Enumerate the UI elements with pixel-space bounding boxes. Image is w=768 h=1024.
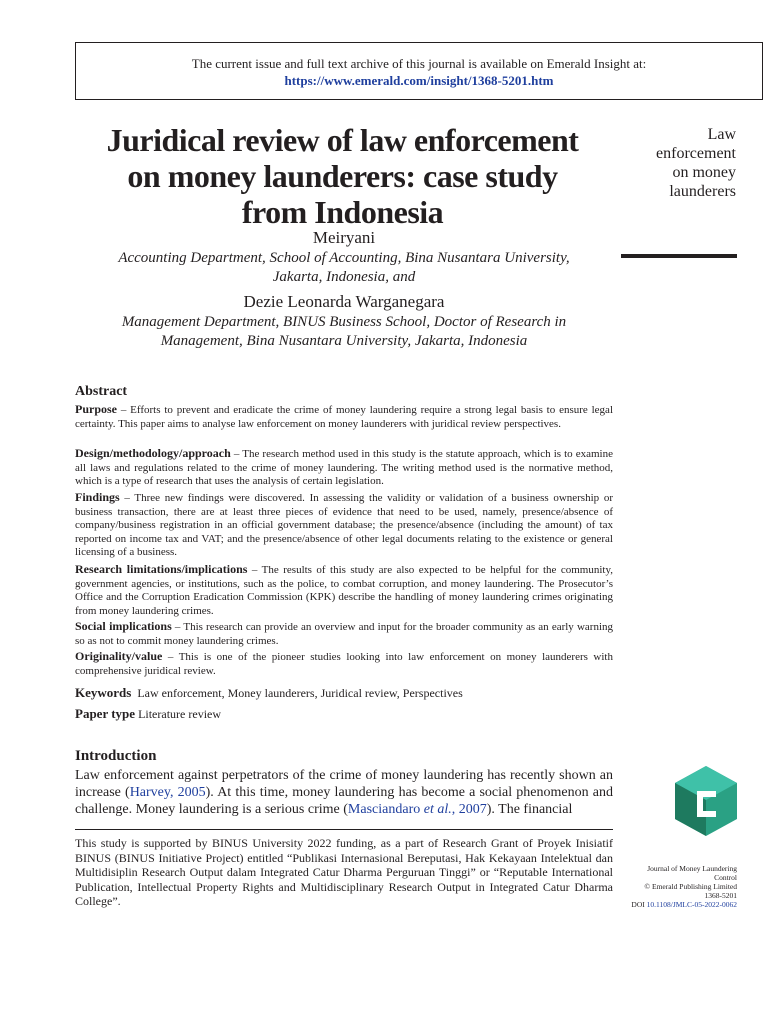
section-label: Social implications: [75, 619, 172, 633]
paper-title: [70, 122, 615, 230]
section-label: Design/methodology/approach: [75, 446, 231, 460]
running-head-line: enforcement: [656, 145, 736, 162]
affiliation-line: Management Department, BINUS Business School, Doctor of Research in: [121, 314, 567, 330]
running-head-line: on money: [672, 164, 736, 181]
funding-footnote: This study is supported by BINUS University 2022 funding, as a part of Research Grant of Proyek Inisiatif BINUS (BINUS Initiative Project) entitled “Publikasi Internasional Bereputasi, Hak Kekayaan Intelektual dan Multidisiplin Research Output dalam Integrated Catur Dharma Perguruan Tinggi” or “Reputable International Publication, Intellectual Property Rights and Multidisciplinary Research Output in Integrated Catur Dharma College”.: [75, 836, 613, 908]
running-head: [622, 125, 736, 201]
paper-type-label: Paper type: [75, 706, 136, 721]
paper-type-text: Literature review: [138, 707, 222, 721]
section-text: – Efforts to prevent and eradicate the crime of money laundering require a strong legal basis to ensure legal certainty. This paper aims to analyse law enforcement on money launderers with juridical review perspectives.: [75, 404, 613, 430]
journal-info-line: Control: [714, 873, 737, 882]
abstract-limitations: [75, 563, 613, 618]
title-line: Juridical review of law enforcement: [106, 122, 579, 158]
section-label: Purpose: [75, 402, 117, 416]
author-affiliation: [75, 249, 613, 287]
intro-text: ). The financial: [486, 802, 573, 817]
introduction-heading: Introduction: [75, 748, 157, 764]
abstract-purpose: [75, 403, 613, 431]
introduction-text: [75, 767, 613, 818]
journal-info: [625, 864, 737, 909]
running-head-line: launderers: [669, 183, 736, 200]
running-head-line: Law: [707, 126, 736, 143]
author-name: Dezie Leonarda Warganegara: [243, 292, 445, 311]
title-line: from Indonesia: [241, 194, 444, 230]
citation-author: Masciandaro: [347, 802, 424, 817]
intro-text: Law enforcement against perpetrators of the crime of money laundering has recently shown an increase (: [75, 768, 613, 800]
abstract-findings: [75, 491, 613, 560]
emerald-logo-icon: [675, 766, 737, 836]
affiliation-line: Jakarta, Indonesia, and: [272, 269, 416, 285]
journal-info-line: © Emerald Publishing Limited: [644, 882, 737, 891]
section-label: Originality/value: [75, 649, 163, 663]
title-line: on money launderers: case study: [127, 158, 558, 194]
citation-etal: et al.: [423, 802, 452, 817]
section-label: Research limitations/implications: [75, 562, 248, 576]
section-text: – The results of this study are also expected to be helpful for the community, government agencies, or institutions, such as the police, to combat corruption, and money laundering. The Prosecutor’s Office and the Corruption Eradication Commission (KPK) describe the handling of money laundering crimes originating from money laundering crimes.: [75, 564, 613, 617]
keywords-label: Keywords: [75, 685, 132, 700]
abstract-heading: Abstract: [75, 384, 128, 399]
abstract-originality: [75, 650, 613, 678]
journal-info-line: Journal of Money Laundering: [647, 864, 737, 873]
citation-year: , 2007: [451, 802, 487, 817]
abstract-social: [75, 620, 613, 648]
doi-link[interactable]: 10.1108/JMLC-05-2022-0062: [646, 900, 737, 909]
section-text: – This is one of the pioneer studies looking into law enforcement on money launderers with comprehensive juridical review.: [75, 651, 613, 677]
doi-line: [625, 900, 737, 909]
keywords: [75, 685, 463, 701]
citation-link[interactable]: Harvey, 2005: [129, 785, 206, 800]
side-rule: [621, 254, 737, 258]
intro-text: ). At this time, money laundering has become a social phenomenon and challenge. Money laundering is a serious crime (: [75, 785, 613, 817]
citation-link[interactable]: [348, 802, 487, 817]
section-label: Findings: [75, 490, 120, 504]
affiliation-line: Accounting Department, School of Accounting, Bina Nusantara University,: [118, 250, 570, 266]
notice-text: The current issue and full text archive of this journal is available on Emerald Insight at:: [191, 56, 647, 71]
footnote-rule: [75, 829, 613, 830]
abstract-design: [75, 447, 613, 489]
journal-notice-box: [75, 42, 763, 100]
keywords-text: Law enforcement, Money launderers, Juridical review, Perspectives: [137, 686, 463, 700]
doi-label: DOI: [631, 900, 647, 909]
author-affiliation: [75, 313, 613, 351]
section-text: – The research method used in this study is the statute approach, which is to examine all laws and regulations related to the crime of money laundering. The writing method used is the normative method, which is a type of research that uses the analysis of certain legislation.: [75, 448, 613, 487]
section-text: – This research can provide an overview and input for the broader community as an early warning so as not to commit money laundering crimes.: [75, 621, 614, 647]
section-text: – Three new findings were discovered. In assessing the validity or validation of a business ownership or business transaction, there are at least three pieces of evidence that need to be used, namely, presence/absence of company/business registration in an official government database; the presence/absence (including the amount) of tax reported on income tax and VAT; and the presence/absence of other legal documents relating to the existence or general licensing of a business.: [75, 492, 613, 558]
journal-info-line: 1368-5201: [704, 891, 737, 900]
journal-url-link[interactable]: https://www.emerald.com/insight/1368-5201.htm: [284, 73, 554, 88]
author-name: Meiryani: [312, 228, 376, 247]
affiliation-line: Management, Bina Nusantara University, Jakarta, Indonesia: [160, 333, 528, 349]
paper-type: [75, 706, 221, 722]
